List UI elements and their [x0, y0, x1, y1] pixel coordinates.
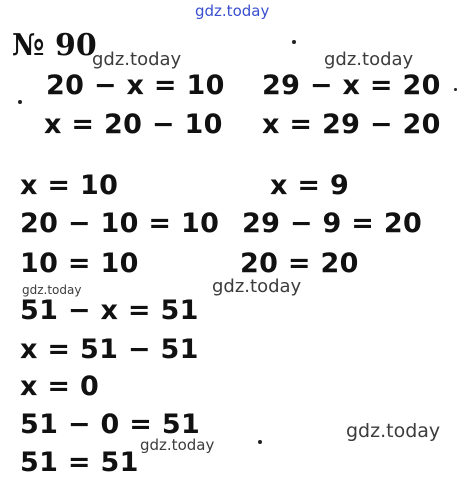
scan-speck [18, 100, 22, 104]
equation-line: 20 − 10 = 10 [20, 208, 220, 239]
scan-speck [258, 440, 262, 444]
equation-line: x = 0 [20, 371, 100, 402]
equation-line: 10 = 10 [20, 248, 139, 279]
equation-line: 51 − 0 = 51 [20, 409, 201, 440]
watermark: gdz.today [346, 420, 441, 442]
equation-line: x = 10 [20, 170, 119, 201]
equation-line: x = 51 − 51 [20, 334, 199, 365]
exercise-number: № 90 [12, 28, 97, 63]
watermark: gdz.today [140, 436, 215, 454]
equation-line: x = 20 − 10 [44, 109, 223, 140]
equation-line: 20 − x = 10 [46, 70, 225, 101]
scan-speck [454, 88, 457, 91]
header-watermark: gdz.today [195, 2, 270, 20]
equation-line: 29 − 9 = 20 [242, 208, 423, 239]
watermark: gdz.today [22, 283, 82, 297]
watermark: gdz.today [324, 49, 414, 70]
equation-line: 20 = 20 [240, 248, 359, 279]
equation-line: 29 − x = 20 [262, 70, 441, 101]
equation-line: 51 = 51 [20, 447, 139, 478]
equation-line: 51 − x = 51 [20, 295, 199, 326]
scan-speck [292, 40, 296, 44]
watermark: gdz.today [92, 49, 182, 70]
equation-line: x = 9 [270, 170, 350, 201]
watermark: gdz.today [212, 276, 302, 297]
equation-line: x = 29 − 20 [262, 109, 441, 140]
